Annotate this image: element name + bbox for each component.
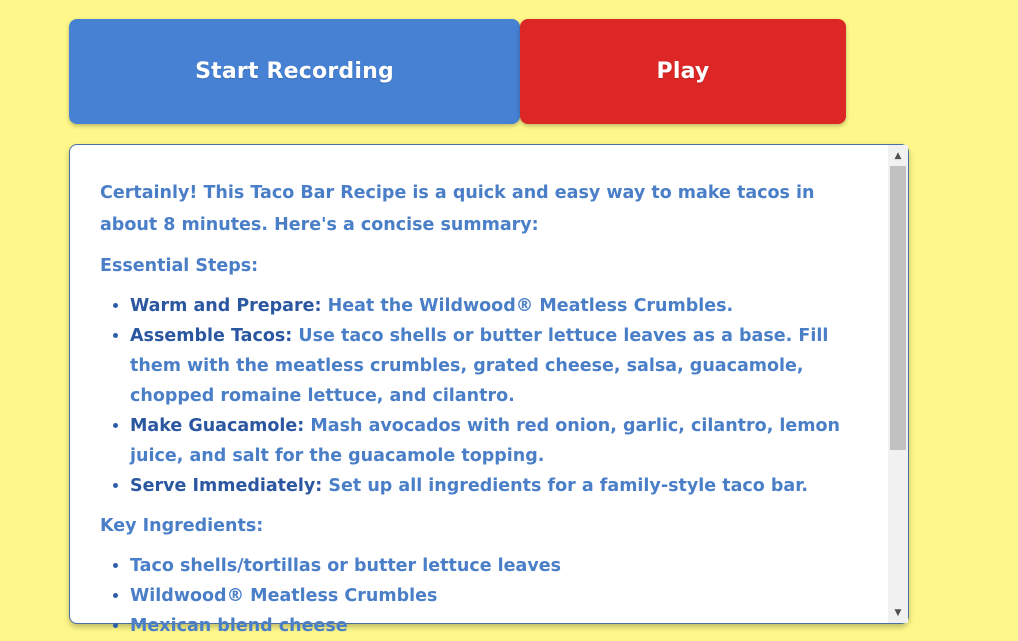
play-button[interactable]: Play: [520, 19, 846, 124]
intro-text: Certainly! This Taco Bar Recipe is a quick and easy way to make tacos in about 8 minutes. Here's a concise summary:: [100, 183, 815, 235]
ingredients-heading: Key Ingredients:: [100, 516, 264, 536]
step-text: Heat the Wildwood® Meatless Crumbles.: [321, 296, 734, 316]
scroll-up-arrow-icon[interactable]: ▲: [894, 150, 902, 161]
scroll-down-arrow-icon[interactable]: ▼: [894, 607, 902, 618]
list-item: • Taco shells/tortillas or butter lettuce leaves: [130, 551, 858, 581]
list-item: [130, 291, 858, 321]
step-term: Warm and Prepare:: [130, 296, 322, 316]
step-term: Make Guacamole:: [130, 416, 305, 436]
start-recording-button[interactable]: Start Recording: [69, 19, 520, 124]
list-item: • Mexican blend cheese: [130, 611, 858, 641]
step-text: Mash avocados with red onion, garlic, cilantro, lemon juice, and salt for the guacamole topping.: [130, 416, 841, 466]
list-item: [130, 321, 858, 411]
step-text: Set up all ingredients for a family-style taco bar.: [322, 476, 809, 496]
recipe-summary-panel: [69, 144, 909, 636]
ingredients-list: [100, 551, 858, 641]
recipe-summary-content: [70, 145, 888, 636]
list-item: [130, 411, 858, 471]
step-term: Serve Immediately:: [130, 476, 323, 496]
scrollbar-thumb[interactable]: [890, 166, 906, 450]
steps-list: [100, 291, 858, 501]
list-item: [130, 471, 858, 501]
list-item: • Wildwood® Meatless Crumbles: [130, 581, 858, 611]
vertical-scrollbar[interactable]: [888, 145, 908, 623]
step-text: Use taco shells or butter lettuce leaves as a base. Fill them with the meatless crumbles, grated cheese, salsa, guacamole, chopped romaine lettuce, and cilantro.: [130, 326, 829, 406]
steps-heading: Essential Steps:: [100, 256, 259, 276]
step-term: Assemble Tacos:: [130, 326, 293, 346]
